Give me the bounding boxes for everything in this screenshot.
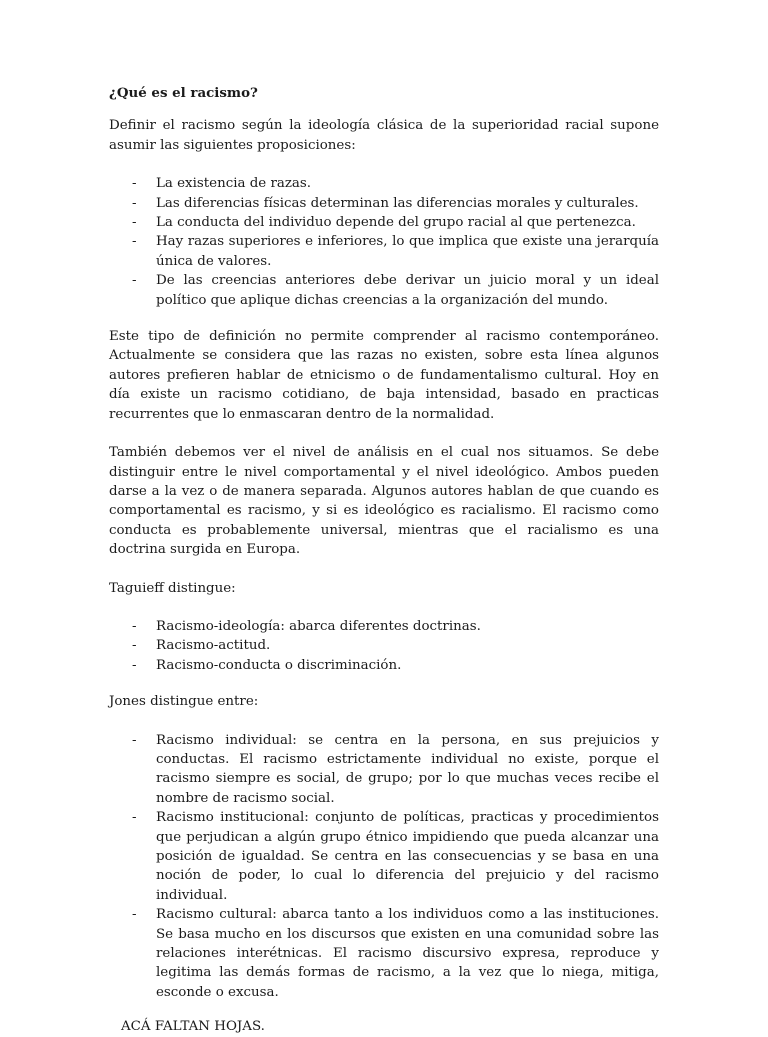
list-item [109,656,659,675]
missing-pages-note: ACÁ FALTAN HOJAS. [121,1019,265,1035]
list-item-text: Hay razas superiores e inferiores, lo que implica que existe una jerarquía única de valores. [156,234,659,269]
list-item-text: De las creencias anteriores debe derivar un juicio moral y un ideal político que aplique dichas creencias a la organización del mundo. [156,273,659,308]
list-item [109,808,659,905]
dash-bullet: - [132,234,137,250]
dash-bullet: - [132,732,137,748]
list-item [109,731,659,809]
list-item [109,213,659,232]
list-item-text: Las diferencias físicas determinan las diferencias morales y culturales. [156,195,639,211]
dash-bullet: - [132,618,137,634]
document-page [109,84,659,1037]
paragraph-analysis-level: También debemos ver el nivel de análisis en el cual nos situamos. Se debe distinguir entre le nivel comportamental y el nivel ideológico. Ambos pueden darse a la vez o de manera separada. Algunos autores hablan de que cuando es comportamental es racismo, y si es ideológico es racialismo. El racismo como conducta es probablemente universal, mientras que el racialismo es una doctrina surgida en Europa. [109,445,659,558]
list-item [109,194,659,213]
list-item-text: Racismo institucional: conjunto de políticas, practicas y procedimientos que perjudican a algún grupo étnico impidiendo que pueda alcanzar una posición de igualdad. Se centra en las consecuencias y se basa en una noción de poder, lo cual lo diferencia del prejuicio y del racismo individual. [156,810,659,903]
list-item-text: Racismo-conducta o discriminación. [156,657,402,673]
propositions-list [109,174,659,310]
list-item [109,174,659,193]
list-item-text: Racismo-actitud. [156,638,271,654]
list-item-text: La existencia de razas. [156,176,312,192]
taguieff-list [109,617,659,675]
jones-list [109,731,659,1003]
dash-bullet: - [132,638,137,654]
dash-bullet: - [132,907,137,923]
dash-bullet: - [132,176,137,192]
dash-bullet: - [132,215,137,231]
list-item-text: Racismo-ideología: abarca diferentes doctrinas. [156,618,481,634]
list-item [109,617,659,636]
list-item [109,232,659,271]
document-title: ¿Qué es el racismo? [109,85,258,101]
list-item [109,271,659,310]
dash-bullet: - [132,810,137,826]
paragraph-taguieff: Taguieff distingue: [109,580,236,596]
list-item [109,636,659,655]
paragraph-contemporary: Este tipo de definición no permite comprender al racismo contemporáneo. Actualmente se considera que las razas no existen, sobre esta línea algunos autores prefieren hablar de etnicismo o de fundamentalismo cultural. Hoy en día existe un racismo cotidiano, de baja intensidad, basado en practicas recurrentes que lo enmascaran dentro de la normalidad. [109,329,659,422]
list-item-text: La conducta del individuo depende del grupo racial al que pertenezca. [156,215,636,231]
list-item-text: Racismo cultural: abarca tanto a los individuos como a las instituciones. Se basa mucho en los discursos que existen en una comunidad sobre las relaciones interétnicas. El racismo discursivo expresa, reproduce y legitima las demás formas de racismo, a la vez que lo niega, mitiga, esconde o excusa. [156,907,659,1000]
dash-bullet: - [132,195,137,211]
list-item [109,905,659,1002]
paragraph-jones: Jones distingue entre: [109,694,259,710]
dash-bullet: - [132,273,137,289]
intro-paragraph: Definir el racismo según la ideología clásica de la superioridad racial supone asumir las siguientes proposiciones: [109,118,659,153]
dash-bullet: - [132,657,137,673]
list-item-text: Racismo individual: se centra en la persona, en sus prejuicios y conductas. El racismo estrictamente individual no existe, porque el racismo siempre es social, de grupo; por lo que muchas veces recibe el nombre de racismo social. [156,732,659,806]
